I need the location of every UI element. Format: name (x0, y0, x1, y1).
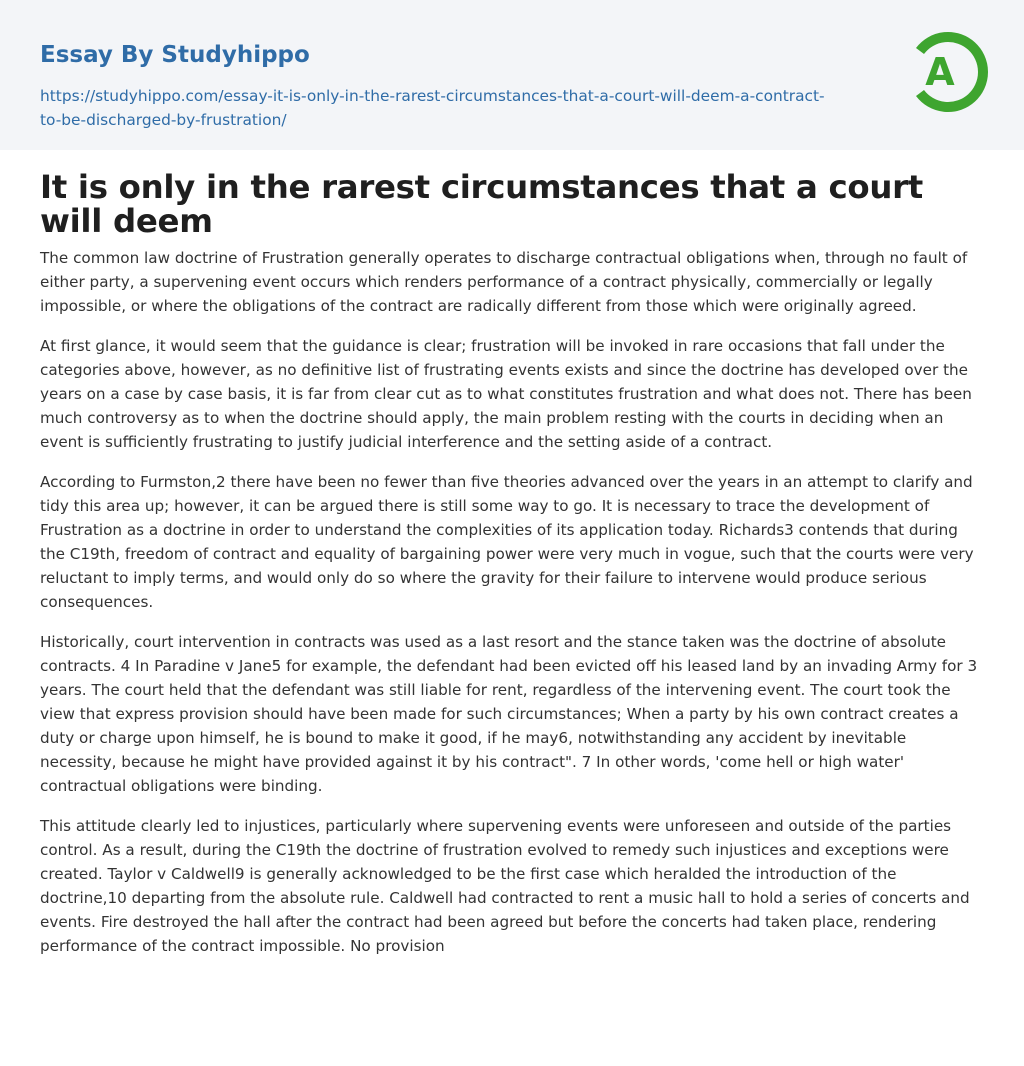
article (0, 170, 1024, 958)
paragraph-4: Historically, court intervention in contracts was used as a last resort and the stance taken was the doctrine of absolute contracts. 4 In Paradine v Jane5 for example, the defendant had been evicted off his leased land by an invading Army for 3 years. The court held that the defendant was still liable for rent, regardless of the intervening event. The court took the view that express provision should have been made for such circumstances; When a party by his own contract creates a duty or charge upon himself, he is bound to make it good, if he may6, notwithstanding any accident by inevitable necessity, because he might have provided against it by his contract". 7 In other words, 'come hell or high water' contractual obligations were binding. (40, 633, 978, 795)
site-header (0, 0, 1024, 150)
studyhippo-logo-icon[interactable] (906, 26, 992, 118)
paragraph-5: This attitude clearly led to injustices, particularly where supervening events were unforeseen and outside of the parties control. As a result, during the C19th the doctrine of frustration evolved to remedy such injustices and exceptions were created. Taylor v Caldwell9 is generally acknowledged to be the first case which heralded the introduction of the doctrine,10 departing from the absolute rule. Caldwell had contracted to rent a music hall to hold a series of concerts and events. Fire destroyed the hall after the contract had been agreed but before the concerts had taken place, rendering performance of the contract impossible. No provision (40, 817, 970, 955)
brand-title: Essay By Studyhippo (40, 42, 310, 68)
paragraph-3: According to Furmston,2 there have been no fewer than five theories advanced over the years in an attempt to clarify and tidy this area up; however, it can be argued there is still some way to go. It is necessary to trace the development of Frustration as a doctrine in order to understand the complexities of its application today. Richards3 contends that during the C19th, freedom of contract and equality of bargaining power were very much in vogue, such that the courts were very reluctant to imply terms, and would only do so where the gravity for their failure to intervene would produce serious consequences. (40, 473, 974, 611)
page-title: It is only in the rarest circumstances that a court will deem (40, 168, 923, 240)
paragraph-1: The common law doctrine of Frustration generally operates to discharge contractual obligations when, through no fault of either party, a supervening event occurs which renders performance of a contract physically, commercially or legally impossible, or where the obligations of the contract are radically different from those which were originally agreed. (40, 249, 968, 315)
paragraph-2: At first glance, it would seem that the guidance is clear; frustration will be invoked in rare occasions that fall under the categories above, however, as no definitive list of frustrating events exists and since the doctrine has developed over the years on a case by case basis, it is far from clear cut as to what constitutes frustration and what does not. There has been much controversy as to when the doctrine should apply, the main problem resting with the courts in deciding when an event is sufficiently frustrating to justify judicial interference and the setting aside of a contract. (40, 337, 972, 451)
logo-letter: A (925, 50, 955, 94)
essay-url-link[interactable]: https://studyhippo.com/essay-it-is-only-in-the-rarest-circumstances-that-a-court-will-deem-a-contract-to-be-discharged-by-frustration/ (40, 87, 825, 129)
